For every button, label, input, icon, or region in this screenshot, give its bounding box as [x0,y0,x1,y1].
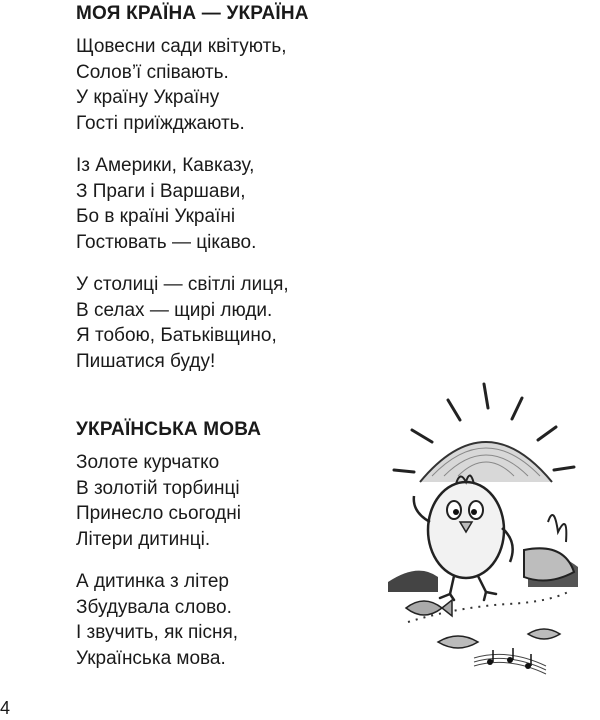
verse-line: Літери дитинці. [76,528,211,550]
verse-line: В селах — щирі люди. [76,299,273,321]
verse-line: Солов’ї співають. [76,61,229,83]
stanza [76,569,261,671]
verse-line: Принесло сьогодні [76,503,241,524]
verse-line: Українська мова. [76,647,226,669]
verse-line: У країну Україну [76,87,220,108]
verse-line: З Праги і Варшави, [76,180,246,202]
page-number: 4 [0,698,11,718]
poem-ukrainska-mova [76,418,261,688]
stanza [76,450,261,552]
verse-line: Гості приїжджають. [76,112,245,134]
chick-with-sun-and-music-icon [378,372,588,692]
poem-title: МОЯ КРАЇНА — УКРАЇНА [76,3,309,24]
verse-line: Збудувала слово. [76,596,232,618]
verse-line: Пишатися буду! [76,350,216,372]
verse-line: Щовесни сади квітують, [76,36,287,57]
verse-line: Я тобою, Батьківщино, [76,325,277,346]
verse-line: Бо в країні Україні [76,206,236,227]
verse-line: У столиці — світлі лиця, [76,274,289,295]
verse-line: В золотій торбинці [76,477,240,499]
verse-line: Золоте курчатко [76,452,220,473]
stanza [76,153,309,255]
verse-line: Гостювать — цікаво. [76,231,257,253]
verse-line: Із Америки, Кавказу, [76,155,255,176]
poem-moya-kraina [76,2,309,391]
stanza [76,272,309,374]
verse-line: І звучить, як пісня, [76,622,239,643]
poem-title: УКРАЇНСЬКА МОВА [76,419,262,440]
stanza [76,34,309,136]
verse-line: А дитинка з літер [76,571,229,592]
